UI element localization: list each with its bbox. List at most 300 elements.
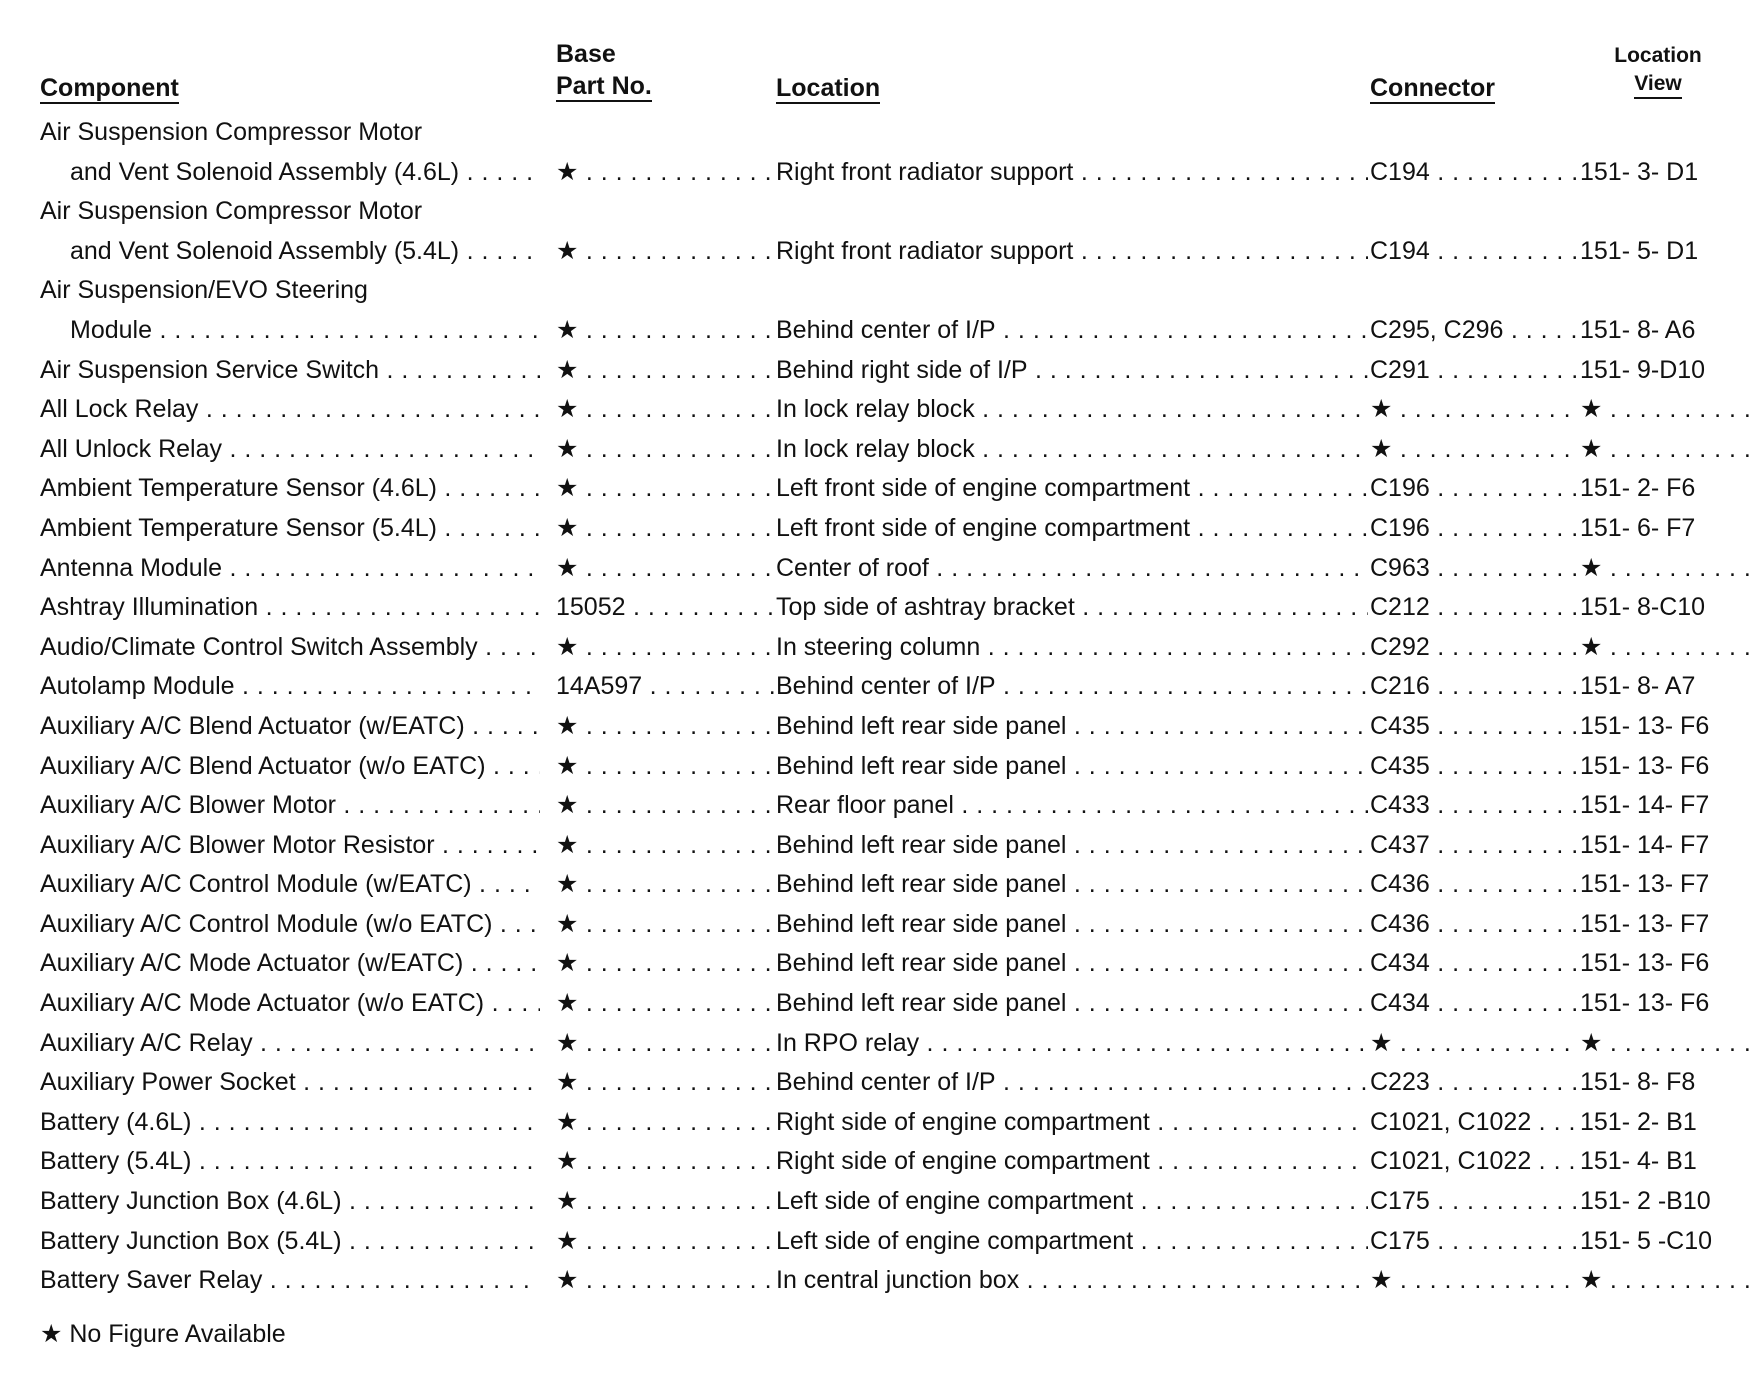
location-view-cell-text: 151- 13- F6 [1580, 989, 1710, 1018]
connector-cell [1370, 1063, 1578, 1103]
connector-cell [1370, 1261, 1578, 1301]
location-cell-text: Behind left rear side panel [776, 830, 1067, 859]
location-cell-text: Behind left rear side panel [776, 870, 1067, 899]
part-no-cell [556, 826, 774, 866]
location-view-cell [1580, 667, 1750, 707]
location-cell [776, 549, 1368, 589]
part-no-cell-text: ★ [556, 1226, 579, 1255]
location-view-cell-text: 151- 8-C10 [1580, 593, 1706, 622]
location-cell-text: Behind center of I/P [776, 1068, 996, 1097]
location-view-cell-text: 151- 2 -B10 [1580, 1187, 1711, 1216]
connector-cell-text: C436 [1370, 870, 1430, 899]
connector-cell [1370, 667, 1578, 707]
location-cell-text: Left side of engine compartment [776, 1226, 1134, 1255]
location-view-cell [1580, 1024, 1750, 1064]
component-cell [40, 549, 540, 589]
component-cell-text: Battery (4.6L) [40, 1107, 192, 1136]
location-view-cell [1580, 1261, 1750, 1301]
connector-cell [1370, 509, 1578, 549]
table-row [0, 549, 1750, 589]
connector-cell-text: C216 [1370, 672, 1430, 701]
component-cell [40, 113, 540, 153]
location-view-cell [1580, 271, 1750, 311]
part-no-cell [556, 430, 774, 470]
location-cell-text: In RPO relay [776, 1028, 920, 1057]
component-cell-text: and Vent Solenoid Assembly (5.4L) [70, 236, 460, 265]
connector-cell [1370, 588, 1578, 628]
location-cell-text: Behind left rear side panel [776, 751, 1067, 780]
header-component-label: Component [40, 74, 179, 102]
component-cell [40, 192, 540, 232]
location-view-cell [1580, 747, 1750, 787]
location-cell [776, 192, 1368, 232]
part-no-cell [556, 1142, 774, 1182]
location-view-cell-text: 151- 13- F6 [1580, 949, 1710, 978]
table-row [0, 1024, 1750, 1064]
table-row [0, 747, 1750, 787]
connector-cell [1370, 826, 1578, 866]
header-location [776, 72, 880, 104]
part-no-cell [556, 311, 774, 351]
part-no-cell-text: ★ [556, 1147, 579, 1176]
location-cell [776, 1142, 1368, 1182]
location-view-cell [1580, 865, 1750, 905]
location-cell-text: Right front radiator support [776, 236, 1074, 265]
component-cell-text: Air Suspension/EVO Steering [40, 276, 368, 305]
location-cell [776, 1024, 1368, 1064]
location-cell [776, 153, 1368, 193]
component-cell [40, 667, 540, 707]
location-cell [776, 390, 1368, 430]
connector-cell-text: C963 [1370, 553, 1430, 582]
component-cell [40, 1063, 540, 1103]
component-cell [40, 232, 540, 272]
component-cell [40, 944, 540, 984]
location-view-cell-text: 151- 8- F8 [1580, 1068, 1696, 1097]
part-no-cell-text: ★ [556, 830, 579, 859]
location-cell [776, 1222, 1368, 1262]
location-view-cell-text: 151- 13- F7 [1580, 909, 1710, 938]
connector-cell-text: ★ [1370, 1266, 1393, 1295]
part-no-cell [556, 707, 774, 747]
location-cell-text: Left front side of engine compartment [776, 513, 1191, 542]
table-row [0, 826, 1750, 866]
location-view-cell [1580, 232, 1750, 272]
part-no-cell [556, 509, 774, 549]
part-no-cell-text: ★ [556, 474, 579, 503]
connector-cell-text: ★ [1370, 1028, 1393, 1057]
location-view-cell-text: ★ [1580, 553, 1603, 582]
component-cell [40, 351, 540, 391]
component-cell [40, 1182, 540, 1222]
location-view-cell [1580, 153, 1750, 193]
location-view-cell [1580, 588, 1750, 628]
component-cell [40, 1142, 540, 1182]
connector-cell [1370, 944, 1578, 984]
table-row [0, 430, 1750, 470]
connector-cell-text: ★ [1370, 395, 1393, 424]
table-row [0, 113, 1750, 153]
part-no-cell [556, 667, 774, 707]
location-view-cell-text: 151- 14- F7 [1580, 830, 1710, 859]
component-cell-text: Auxiliary A/C Control Module (w/o EATC) [40, 909, 493, 938]
table-row [0, 667, 1750, 707]
location-cell-text: Center of roof [776, 553, 929, 582]
connector-cell [1370, 786, 1578, 826]
table-row [0, 984, 1750, 1024]
table-row [0, 865, 1750, 905]
connector-cell-text: C434 [1370, 949, 1430, 978]
part-no-cell-text: ★ [556, 157, 579, 186]
connector-cell [1370, 628, 1578, 668]
component-cell [40, 469, 540, 509]
component-cell-text: Battery Junction Box (5.4L) [40, 1226, 342, 1255]
part-no-cell [556, 984, 774, 1024]
connector-cell [1370, 271, 1578, 311]
component-cell-text: Antenna Module [40, 553, 223, 582]
location-view-cell [1580, 905, 1750, 945]
location-cell [776, 1182, 1368, 1222]
table-row [0, 588, 1750, 628]
part-no-cell-text: ★ [556, 553, 579, 582]
location-cell-text: Right side of engine compartment [776, 1107, 1150, 1136]
location-cell [776, 1261, 1368, 1301]
location-cell [776, 232, 1368, 272]
header-part-no [556, 38, 652, 102]
part-no-cell [556, 192, 774, 232]
component-cell-text: Ashtray Illumination [40, 593, 259, 622]
connector-cell-text: C175 [1370, 1226, 1430, 1255]
connector-cell-text: C175 [1370, 1187, 1430, 1216]
component-cell [40, 747, 540, 787]
part-no-cell [556, 628, 774, 668]
location-view-cell-text: 151- 13- F7 [1580, 870, 1710, 899]
connector-cell [1370, 430, 1578, 470]
location-view-cell [1580, 1222, 1750, 1262]
table-row [0, 1142, 1750, 1182]
connector-cell-text: C292 [1370, 632, 1430, 661]
location-cell [776, 430, 1368, 470]
location-view-cell-text: 151- 8- A7 [1580, 672, 1696, 701]
connector-cell-text: C194 [1370, 157, 1430, 186]
location-view-cell-text: ★ [1580, 1028, 1603, 1057]
location-view-cell [1580, 192, 1750, 232]
component-cell-text: Ambient Temperature Sensor (5.4L) [40, 513, 437, 542]
location-cell [776, 786, 1368, 826]
component-cell-text: Auxiliary A/C Control Module (w/EATC) [40, 870, 472, 899]
location-view-cell [1580, 351, 1750, 391]
location-cell [776, 865, 1368, 905]
table-row [0, 192, 1750, 232]
part-no-cell-text: ★ [556, 1028, 579, 1057]
part-no-cell [556, 232, 774, 272]
part-no-cell-text: ★ [556, 632, 579, 661]
connector-cell-text: C1021, C1022 [1370, 1107, 1532, 1136]
connector-cell [1370, 865, 1578, 905]
location-view-cell [1580, 549, 1750, 589]
component-cell [40, 1103, 540, 1143]
connector-cell-text: C437 [1370, 830, 1430, 859]
location-cell [776, 509, 1368, 549]
component-cell [40, 905, 540, 945]
connector-cell-text: C435 [1370, 711, 1430, 740]
table-row [0, 390, 1750, 430]
location-view-cell-text: 151- 6- F7 [1580, 513, 1696, 542]
connector-cell-text: C295, C296 [1370, 315, 1504, 344]
part-no-cell-text: ★ [556, 513, 579, 542]
connector-cell [1370, 153, 1578, 193]
component-cell [40, 1222, 540, 1262]
component-cell-text: Auxiliary A/C Mode Actuator (w/o EATC) [40, 989, 485, 1018]
component-cell-text: Module [70, 315, 152, 344]
connector-cell [1370, 1182, 1578, 1222]
location-view-cell-text: ★ [1580, 632, 1603, 661]
location-cell [776, 271, 1368, 311]
location-view-cell-text: 151- 8- A6 [1580, 315, 1696, 344]
header-part-top-label: Base [556, 40, 616, 68]
connector-cell [1370, 1103, 1578, 1143]
part-no-cell [556, 113, 774, 153]
part-no-cell [556, 905, 774, 945]
connector-cell-text: C194 [1370, 236, 1430, 265]
connector-cell-text: C196 [1370, 513, 1430, 542]
component-cell-text: Auxiliary A/C Blower Motor [40, 791, 336, 820]
location-cell [776, 667, 1368, 707]
location-view-cell-text: 151- 2- B1 [1580, 1107, 1697, 1136]
location-cell-text: Behind left rear side panel [776, 711, 1067, 740]
component-cell [40, 311, 540, 351]
location-view-cell-text: 151- 5- D1 [1580, 236, 1699, 265]
part-no-cell [556, 786, 774, 826]
part-no-cell-text: ★ [556, 870, 579, 899]
location-view-cell-text: 151- 2- F6 [1580, 474, 1696, 503]
location-cell [776, 311, 1368, 351]
part-no-cell [556, 1182, 774, 1222]
component-cell [40, 1024, 540, 1064]
header-connector-label: Connector [1370, 74, 1495, 102]
part-no-cell-text: ★ [556, 711, 579, 740]
location-cell [776, 747, 1368, 787]
component-cell-text: Battery (5.4L) [40, 1147, 192, 1176]
location-cell [776, 628, 1368, 668]
connector-cell [1370, 311, 1578, 351]
part-no-cell-text: ★ [556, 315, 579, 344]
component-cell-text: All Lock Relay [40, 395, 199, 424]
connector-cell-text: C196 [1370, 474, 1430, 503]
table-row [0, 1063, 1750, 1103]
connector-cell [1370, 747, 1578, 787]
location-cell-text: Top side of ashtray bracket [776, 593, 1075, 622]
part-no-cell-text: ★ [556, 1068, 579, 1097]
location-cell-text: Behind right side of I/P [776, 355, 1028, 384]
part-no-cell [556, 1103, 774, 1143]
connector-cell [1370, 390, 1578, 430]
location-view-cell [1580, 1182, 1750, 1222]
component-cell-text: Autolamp Module [40, 672, 235, 701]
part-no-cell-text: ★ [556, 791, 579, 820]
component-cell-text: Battery Saver Relay [40, 1266, 263, 1295]
location-cell-text: In central junction box [776, 1266, 1020, 1295]
connector-cell [1370, 232, 1578, 272]
part-no-cell [556, 865, 774, 905]
header-component [40, 72, 179, 104]
location-cell-text: Behind center of I/P [776, 315, 996, 344]
location-view-cell [1580, 1063, 1750, 1103]
component-cell-text: Ambient Temperature Sensor (4.6L) [40, 474, 437, 503]
part-no-cell-text: 15052 [556, 593, 626, 622]
connector-cell [1370, 549, 1578, 589]
location-cell-text: Right side of engine compartment [776, 1147, 1150, 1176]
header-part-bottom-label: Part No. [556, 72, 652, 100]
location-view-cell [1580, 786, 1750, 826]
connector-cell [1370, 984, 1578, 1024]
table-row [0, 1261, 1750, 1301]
location-cell [776, 351, 1368, 391]
table-row [0, 153, 1750, 193]
part-no-cell [556, 469, 774, 509]
component-cell [40, 430, 540, 470]
location-view-cell-text: 151- 13- F6 [1580, 751, 1710, 780]
header-view-top-label: Location [1614, 44, 1702, 67]
component-cell-text: Auxiliary A/C Blend Actuator (w/EATC) [40, 711, 465, 740]
component-cell-text: Auxiliary A/C Blend Actuator (w/o EATC) [40, 751, 486, 780]
location-view-cell-text: ★ [1580, 1266, 1603, 1295]
table-row [0, 469, 1750, 509]
location-view-cell-text: 151- 5 -C10 [1580, 1226, 1713, 1255]
location-cell [776, 984, 1368, 1024]
location-view-cell [1580, 113, 1750, 153]
table-row [0, 311, 1750, 351]
location-view-cell [1580, 390, 1750, 430]
part-no-cell-text: ★ [556, 355, 579, 384]
connector-cell-text: C223 [1370, 1068, 1430, 1097]
table-row [0, 905, 1750, 945]
component-cell-text: and Vent Solenoid Assembly (4.6L) [70, 157, 460, 186]
component-cell [40, 628, 540, 668]
location-view-cell-text: 151- 14- F7 [1580, 791, 1710, 820]
location-cell-text: In steering column [776, 632, 981, 661]
footnote: ★ No Figure Available [40, 1320, 286, 1348]
location-cell [776, 905, 1368, 945]
connector-cell-text: C434 [1370, 989, 1430, 1018]
location-cell [776, 944, 1368, 984]
location-view-cell-text: 151- 13- F6 [1580, 711, 1710, 740]
connector-cell [1370, 1024, 1578, 1064]
component-cell [40, 865, 540, 905]
part-no-cell [556, 1261, 774, 1301]
location-view-cell [1580, 826, 1750, 866]
component-cell [40, 984, 540, 1024]
location-view-cell [1580, 1103, 1750, 1143]
component-cell [40, 271, 540, 311]
part-no-cell [556, 944, 774, 984]
connector-cell [1370, 113, 1578, 153]
location-view-cell [1580, 944, 1750, 984]
connector-cell-text: C436 [1370, 909, 1430, 938]
table-row [0, 944, 1750, 984]
location-view-cell [1580, 1142, 1750, 1182]
part-no-cell-text: ★ [556, 434, 579, 463]
component-cell [40, 1261, 540, 1301]
header-location-view [1588, 42, 1728, 99]
component-cell [40, 509, 540, 549]
location-cell-text: Left side of engine compartment [776, 1187, 1134, 1216]
part-no-cell [556, 351, 774, 391]
header-location-label: Location [776, 74, 881, 102]
part-no-cell-text: ★ [556, 1107, 579, 1136]
component-cell-text: Auxiliary Power Socket [40, 1068, 296, 1097]
connector-cell-text: C1021, C1022 [1370, 1147, 1532, 1176]
table-row [0, 509, 1750, 549]
component-cell [40, 707, 540, 747]
connector-cell-text: C435 [1370, 751, 1430, 780]
location-cell-text: Behind center of I/P [776, 672, 996, 701]
part-no-cell [556, 271, 774, 311]
location-cell-text: In lock relay block [776, 434, 975, 463]
table-row [0, 351, 1750, 391]
table-row [0, 1103, 1750, 1143]
component-cell-text: Air Suspension Service Switch [40, 355, 380, 384]
location-cell [776, 588, 1368, 628]
component-cell [40, 786, 540, 826]
location-view-cell [1580, 469, 1750, 509]
part-no-cell-text: 14A597 [556, 672, 643, 701]
connector-cell [1370, 1222, 1578, 1262]
location-view-cell [1580, 430, 1750, 470]
connector-cell-text: ★ [1370, 434, 1393, 463]
part-no-cell [556, 1024, 774, 1064]
component-cell-text: All Unlock Relay [40, 434, 223, 463]
location-cell-text: Behind left rear side panel [776, 949, 1067, 978]
connector-cell [1370, 707, 1578, 747]
part-no-cell-text: ★ [556, 395, 579, 424]
connector-cell [1370, 1142, 1578, 1182]
location-cell-text: In lock relay block [776, 395, 975, 424]
location-view-cell [1580, 707, 1750, 747]
component-cell [40, 826, 540, 866]
part-no-cell [556, 588, 774, 628]
part-no-cell [556, 747, 774, 787]
table-row [0, 271, 1750, 311]
location-cell [776, 826, 1368, 866]
part-no-cell-text: ★ [556, 1187, 579, 1216]
part-no-cell-text: ★ [556, 989, 579, 1018]
table-row [0, 707, 1750, 747]
location-view-cell-text: 151- 9-D10 [1580, 355, 1706, 384]
location-view-cell-text: 151- 4- B1 [1580, 1147, 1697, 1176]
component-cell-text: Air Suspension Compressor Motor [40, 118, 423, 146]
part-no-cell-text: ★ [556, 909, 579, 938]
location-view-cell [1580, 311, 1750, 351]
location-view-cell-text: ★ [1580, 395, 1603, 424]
table-body [0, 113, 1750, 1301]
location-view-cell [1580, 628, 1750, 668]
location-cell-text: Left front side of engine compartment [776, 474, 1191, 503]
table-row [0, 1182, 1750, 1222]
location-cell [776, 1063, 1368, 1103]
component-cell-text: Audio/Climate Control Switch Assembly [40, 632, 478, 661]
component-cell-text: Auxiliary A/C Relay [40, 1028, 253, 1057]
part-no-cell-text: ★ [556, 751, 579, 780]
connector-cell-text: C433 [1370, 791, 1430, 820]
connector-cell [1370, 351, 1578, 391]
location-view-cell-text: ★ [1580, 434, 1603, 463]
part-no-cell [556, 549, 774, 589]
header-connector [1370, 72, 1495, 104]
location-cell [776, 113, 1368, 153]
component-cell-text: Battery Junction Box (4.6L) [40, 1187, 342, 1216]
location-view-cell-text: 151- 3- D1 [1580, 157, 1699, 186]
